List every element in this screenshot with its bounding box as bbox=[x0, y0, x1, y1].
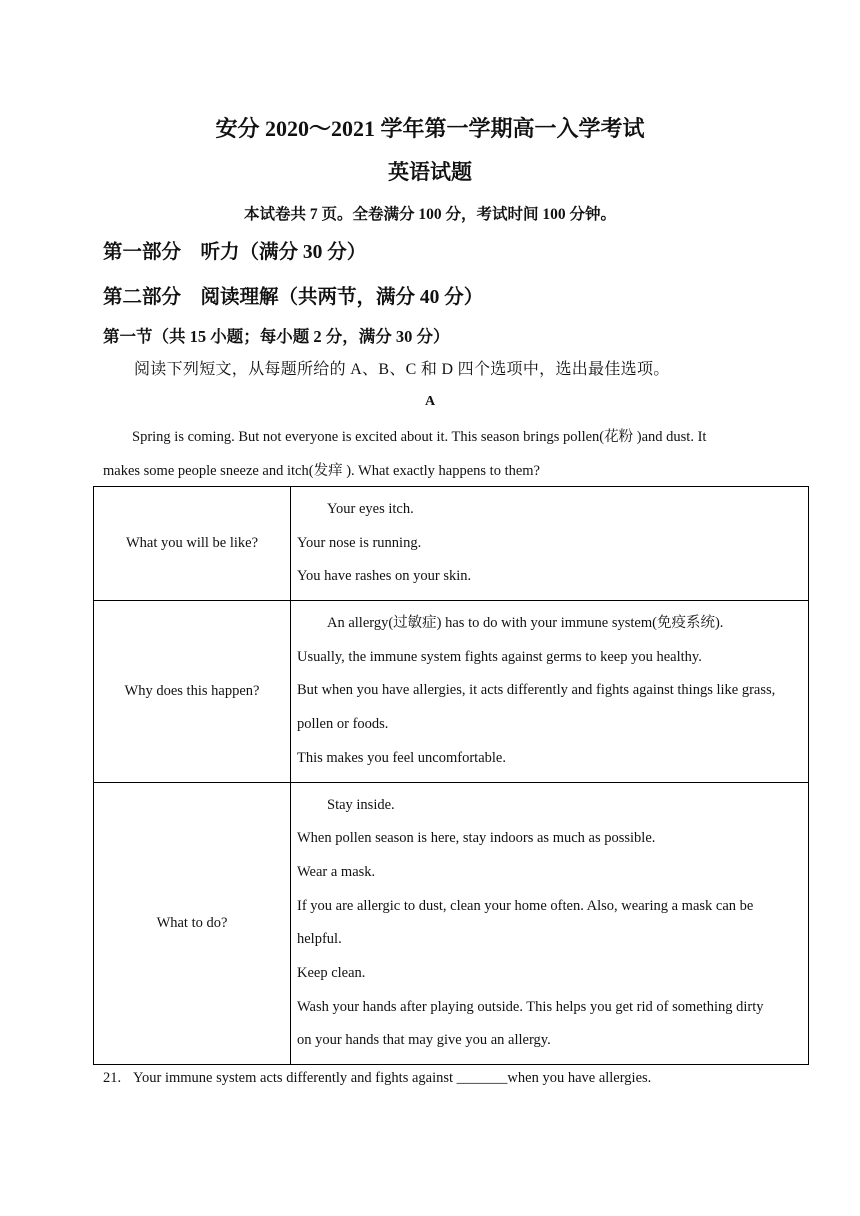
exam-subtitle: 英语试题 bbox=[388, 160, 472, 184]
part1-heading: 第一部分 听力（满分 30 分） bbox=[103, 242, 367, 263]
answer-line: An allergy(过敏症) has to do with your immune system(免疫系统). bbox=[327, 615, 724, 632]
exam-title: 安分 2020～2021 学年第一学期高一入学考试 bbox=[215, 116, 645, 141]
exam-note: 本试卷共 7 页。全卷满分 100 分，考试时间 100 分钟。 bbox=[243, 206, 616, 223]
table-row bbox=[94, 782, 809, 1065]
reading-instruction: 阅读下列短文，从每题所给的 A、B、C 和 D 四个选项中，选出最佳选项。 bbox=[134, 361, 670, 378]
answer-line: If you are allergic to dust, clean your home often. Also, wearing a mask can be bbox=[297, 897, 754, 914]
answer-line: on your hands that may give you an allergy. bbox=[297, 1032, 551, 1049]
question-21 bbox=[103, 1070, 651, 1087]
question-text: Your immune system acts differently and fights against _______when you have allergies. bbox=[133, 1070, 652, 1086]
row-answer bbox=[291, 487, 809, 601]
answer-line: Your nose is running. bbox=[297, 534, 422, 551]
answer-line: Stay inside. bbox=[327, 796, 395, 813]
answer-line: Your eyes itch. bbox=[327, 501, 414, 517]
passage-intro-line: makes some people sneeze and itch(发痒 ). What exactly happens to them? bbox=[103, 463, 540, 479]
answer-line: Usually, the immune system fights against germs to keep you healthy. bbox=[297, 648, 702, 665]
row-answer bbox=[291, 601, 809, 782]
row-question: Why does this happen? bbox=[94, 601, 291, 782]
question-number: 21. bbox=[103, 1070, 122, 1086]
answer-line: This makes you feel uncomfortable. bbox=[297, 749, 506, 766]
part2-heading: 第二部分 阅读理解（共两节，满分 40 分） bbox=[103, 287, 484, 308]
allergy-info-table bbox=[93, 486, 809, 1065]
row-question: What to do? bbox=[94, 782, 291, 1065]
row-question: What you will be like? bbox=[94, 487, 291, 601]
answer-line: You have rashes on your skin. bbox=[297, 568, 472, 585]
answer-line: helpful. bbox=[297, 931, 342, 948]
passage-intro-line: Spring is coming. But not everyone is excited about it. This season brings pollen(花粉 )and dust. It bbox=[132, 429, 707, 445]
table-row bbox=[94, 601, 809, 782]
answer-line: But when you have allergies, it acts differently and fights against things like grass, bbox=[297, 682, 776, 699]
answer-line: When pollen season is here, stay indoors as much as possible. bbox=[297, 830, 656, 847]
row-answer bbox=[291, 782, 809, 1065]
answer-line: Keep clean. bbox=[297, 964, 366, 981]
section1-heading: 第一节（共 15 小题；每小题 2 分，满分 30 分） bbox=[103, 327, 450, 346]
answer-line: Wear a mask. bbox=[297, 863, 376, 880]
table-row bbox=[94, 487, 809, 601]
answer-line: pollen or foods. bbox=[297, 716, 389, 733]
answer-line: Wash your hands after playing outside. This helps you get rid of something dirty bbox=[297, 998, 764, 1015]
passage-label: A bbox=[424, 394, 436, 409]
